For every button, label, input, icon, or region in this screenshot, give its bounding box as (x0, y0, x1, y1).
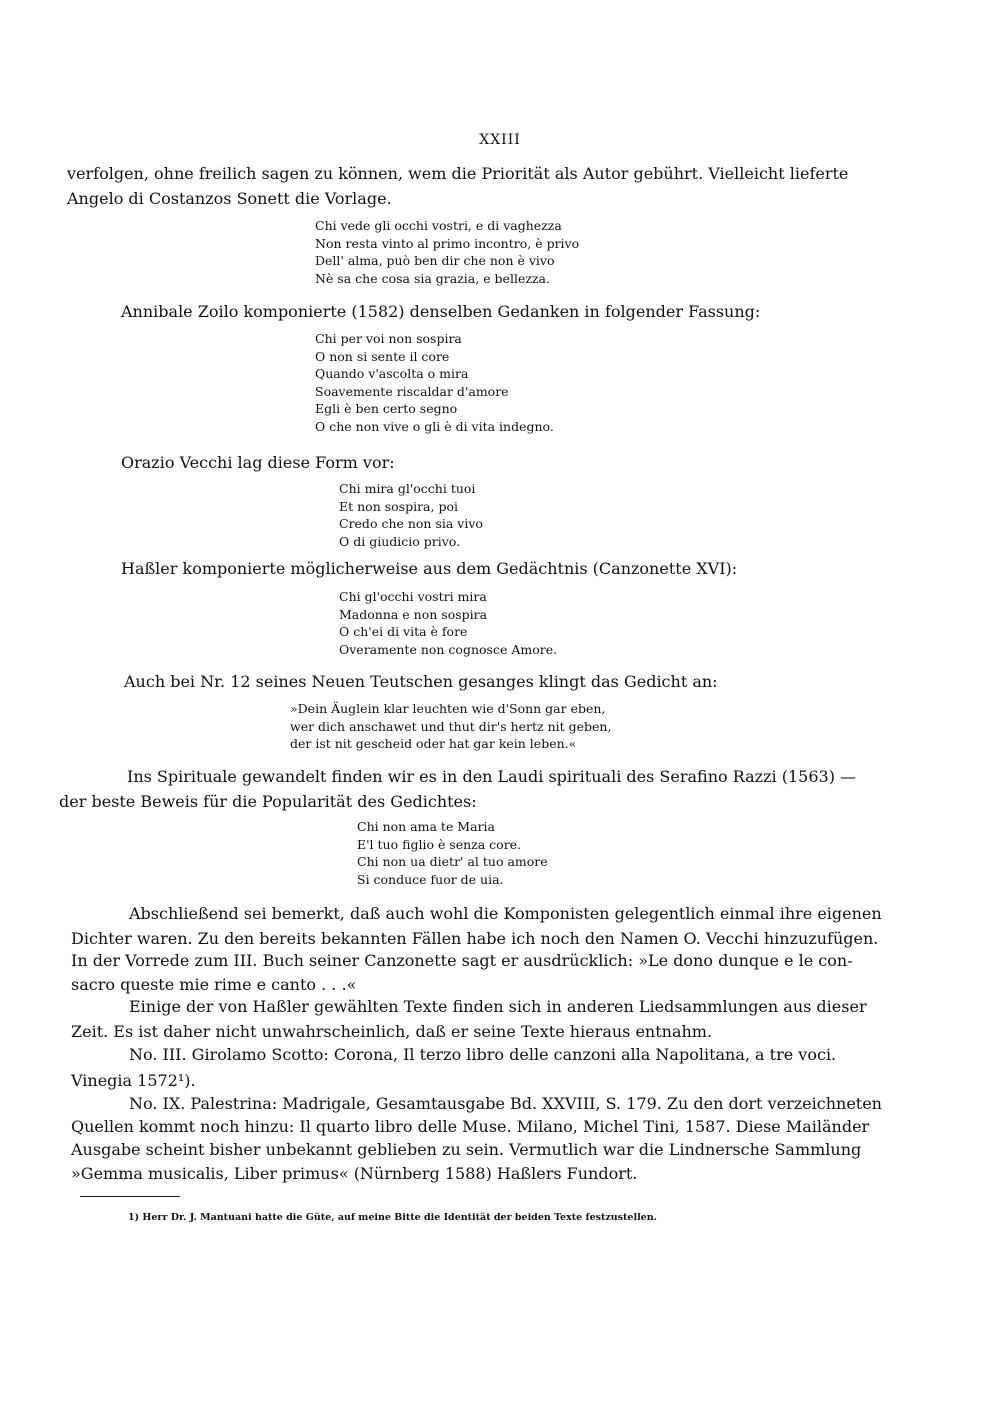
body-line: »Gemma musicalis, Liber primus« (Nürnberg 1588) Haßlers Fundort. (71, 1164, 638, 1183)
body-line: Quellen kommt noch hinzu: Il quarto libro delle Muse. Milano, Michel Tini, 1587. Diese Mailänder (71, 1117, 870, 1136)
verse-line: Chi non ua dietr' al tuo amore (357, 854, 548, 870)
verse-line: Dell' alma, può ben dir che non è vivo (315, 253, 555, 269)
verse-line: »Dein Äuglein klar leuchten wie d'Sonn gar eben, (290, 701, 606, 716)
verse-line: Chi non ama te Maria (357, 819, 495, 834)
footnote: 1) Herr Dr. J. Mantuani hatte die Güte, auf meine Bitte die Identität der beiden Texte festzustellen. (128, 1212, 657, 1223)
body-line: Auch bei Nr. 12 seines Neuen Teutschen gesanges klingt das Gedicht an: (124, 672, 718, 691)
body-line: der beste Beweis für die Popularität des Gedichtes: (59, 792, 477, 811)
verse-line: Chi vede gli occhi vostri, e di vaghezza (315, 218, 562, 233)
body-line: No. IX. Palestrina: Madrigale, Gesamtausgabe Bd. XXVIII, S. 179. Zu den dort verzeichneten (129, 1094, 882, 1113)
verse-line: Et non sospira, poi (339, 498, 458, 514)
body-line: Ausgabe scheint bisher unbekannt geblieben zu sein. Vermutlich war die Lindnersche Sammlung (71, 1140, 862, 1159)
body-line: Abschließend sei bemerkt, daß auch wohl die Komponisten gelegentlich einmal ihre eigenen (129, 904, 882, 923)
verse-block (290, 700, 611, 753)
body-line: Einige der von Haßler gewählten Texte finden sich in anderen Liedsammlungen aus dieser (129, 997, 867, 1016)
verse-line: wer dich anschawet und thut dir's hertz nit geben, (290, 718, 612, 734)
verse-line: O di giudicio privo. (339, 533, 461, 549)
body-line: Zeit. Es ist daher nicht unwahrscheinlich, daß er seine Texte hieraus entnahm. (71, 1022, 713, 1041)
verse-line: Non resta vinto al primo incontro, è privo (315, 235, 580, 251)
body-line: Orazio Vecchi lag diese Form vor: (121, 453, 395, 472)
body-line: Angelo di Costanzos Sonett die Vorlage. (67, 189, 392, 208)
body-line: No. III. Girolamo Scotto: Corona, Il terzo libro delle canzoni alla Napolitana, a tre voci. (129, 1045, 837, 1064)
verse-line: Soavemente riscaldar d'amore (315, 383, 509, 399)
body-line: In der Vorrede zum III. Buch seiner Canzonette sagt er ausdrücklich: »Le dono dunque e le con- (71, 951, 853, 970)
verse-line: Nè sa che cosa sia grazia, e bellezza. (315, 270, 550, 286)
verse-line: Credo che non sia vivo (339, 516, 483, 532)
verse-line: Quando v'ascolta o mira (315, 366, 469, 382)
verse-block (315, 217, 579, 287)
body-line: Dichter waren. Zu den bereits bekannten Fällen habe ich noch den Namen O. Vecchi hinzuzufügen. (71, 929, 879, 948)
footnote-rule (80, 1196, 180, 1197)
verse-line: Egli è ben certo segno (315, 401, 458, 417)
verse-line: Chi mira gl'occhi tuoi (339, 481, 476, 496)
verse-line: Chi gl'occhi vostri mira (339, 589, 487, 604)
verse-line: Madonna e non sospira (339, 606, 488, 622)
page-number: XXIII (479, 132, 521, 148)
verse-block (357, 818, 548, 888)
verse-block (315, 330, 554, 436)
verse-line: der ist nit gescheid oder hat gar kein leben.« (290, 736, 577, 752)
body-line: Ins Spirituale gewandelt finden wir es in den Laudi spirituali des Serafino Razzi (1563) — (127, 767, 857, 786)
body-line: Vinegia 1572¹). (71, 1071, 196, 1090)
body-line: verfolgen, ohne freilich sagen zu können, wem die Priorität als Autor gebührt. Vielleicht lieferte (67, 164, 849, 183)
body-line: sacro queste mie rime e canto . . .« (71, 975, 357, 994)
verse-line: E'l tuo figlio è senza core. (357, 836, 522, 852)
verse-line: Overamente non cognosce Amore. (339, 641, 558, 657)
verse-block (339, 588, 557, 658)
verse-line: O che non vive o gli è di vita indegno. (315, 418, 554, 434)
body-line: Annibale Zoilo komponierte (1582) denselben Gedanken in folgender Fassung: (121, 302, 761, 321)
verse-block (339, 480, 483, 550)
verse-line: Si conduce fuor de uia. (357, 871, 504, 887)
verse-line: Chi per voi non sospira (315, 331, 462, 346)
verse-line: O ch'ei di vita è fore (339, 624, 468, 640)
body-line: Haßler komponierte möglicherweise aus dem Gedächtnis (Canzonette XVI): (121, 559, 738, 578)
verse-line: O non si sente il core (315, 348, 450, 364)
